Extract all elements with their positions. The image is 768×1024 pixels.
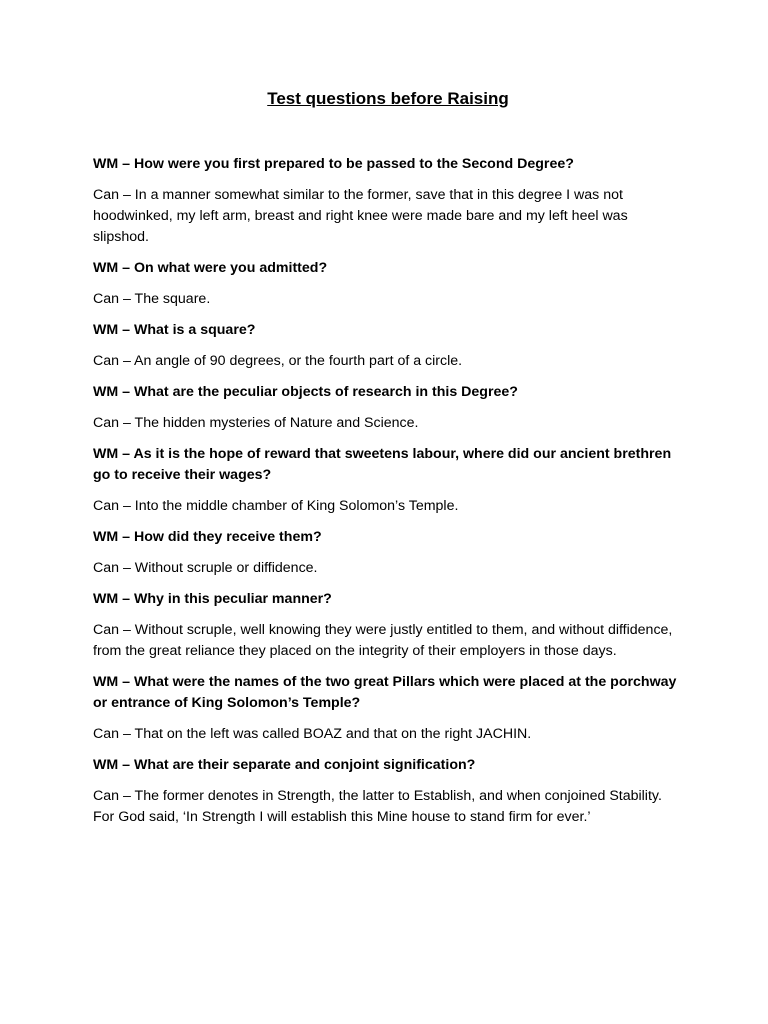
document-page [93,88,683,838]
qa-item-5 [93,444,683,517]
answer-text: Can – The former denotes in Strength, the latter to Establish, and when conjoined Stability. For God said, ‘In Strength I will establish this Mine house to stand firm for ever.’ [93,788,662,825]
answer-text: Can – That on the left was called BOAZ and that on the right JACHIN. [93,726,532,742]
document-title: Test questions before Raising [267,89,509,108]
question-text: WM – What are the peculiar objects of research in this Degree? [93,384,518,400]
qa-item-7 [93,589,683,662]
question-text: WM – How did they receive them? [93,529,322,545]
question-text: WM – What is a square? [93,322,256,338]
qa-item-4 [93,382,683,434]
answer-text: Can – In a manner somewhat similar to the former, save that in this degree I was not hoodwinked, my left arm, breast and right knee were made bare and my left heel was slipshod. [93,187,628,245]
question-text: WM – What were the names of the two great Pillars which were placed at the porchway or entrance of King Solomon’s Temple? [93,674,677,711]
question-text: WM – On what were you admitted? [93,260,328,276]
answer-text: Can – An angle of 90 degrees, or the fourth part of a circle. [93,353,463,369]
answer-text: Can – Into the middle chamber of King Solomon’s Temple. [93,498,459,514]
qa-item-6 [93,527,683,579]
answer-text: Can – The hidden mysteries of Nature and Science. [93,415,419,431]
question-text: WM – As it is the hope of reward that sweetens labour, where did our ancient brethren go to receive their wages? [93,446,672,483]
answer-text: Can – The square. [93,291,211,307]
answer-text: Can – Without scruple or diffidence. [93,560,318,576]
qa-item-9 [93,755,683,828]
qa-item-3 [93,320,683,372]
question-text: WM – Why in this peculiar manner? [93,591,332,607]
question-text: WM – What are their separate and conjoint signification? [93,757,476,773]
qa-item-2 [93,258,683,310]
qa-item-1 [93,154,683,248]
qa-item-8 [93,672,683,745]
question-text: WM – How were you first prepared to be passed to the Second Degree? [93,156,574,172]
answer-text: Can – Without scruple, well knowing they were justly entitled to them, and without diffidence, from the great reliance they placed on the integrity of their employers in those days. [93,622,673,659]
